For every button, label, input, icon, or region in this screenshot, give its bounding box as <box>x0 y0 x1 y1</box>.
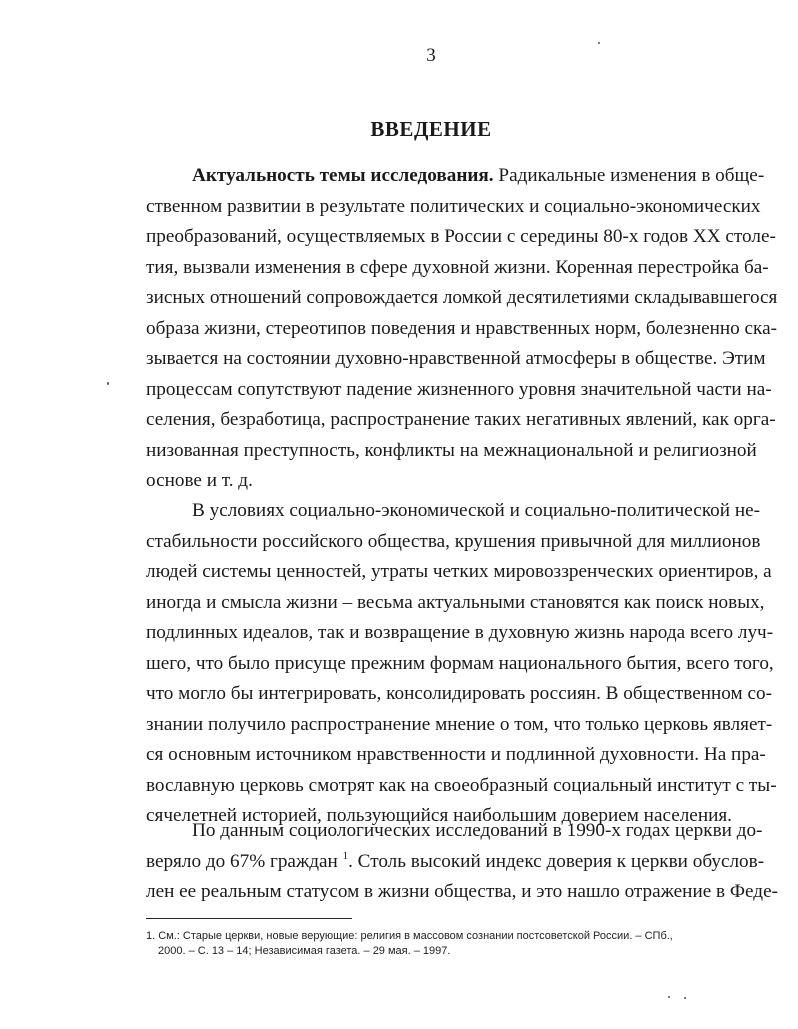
paragraph-line: лен ее реальным статусом в жизни общества, и это нашло отражение в Феде- <box>146 881 778 902</box>
paragraph-line: вославную церковь смотрят как на своеобразный социальный институт с ты- <box>146 774 777 796</box>
paragraph-line: зывается на состоянии духовно-нравственной атмосферы в обществе. Этим <box>146 348 766 369</box>
paragraph-line: преобразований, осуществляемых в России с середины 80-х годов XX столе- <box>146 226 776 247</box>
paragraph-line: В условиях социально-экономической и социально-политической не- <box>192 500 760 521</box>
paragraph-line: образа жизни, стереотипов поведения и нравственных норм, болезненно ска- <box>146 317 777 339</box>
paragraph-text: веряло до 67% граждан <box>146 850 343 872</box>
paragraph-line: ся основным источником нравственности и подлинной духовности. На пра- <box>146 744 766 765</box>
footnote <box>146 929 728 959</box>
paragraph-line: тия, вызвали изменения в сфере духовной жизни. Коренная перестройка ба- <box>146 256 769 278</box>
page-title: ВВЕДЕНИЕ <box>370 117 492 141</box>
paragraph-line <box>146 161 765 192</box>
paragraph-line: процессам сопутствуют падение жизненного уровня значительной части на- <box>146 378 772 400</box>
paragraph-statistics <box>146 816 778 908</box>
footnote-line: 1. См.: Старые церкви, новые верующие: религия в массовом сознании постсоветской России. – СПб., <box>146 930 673 942</box>
paragraph-line: знании получило распространение мнение о том, что только церковь являет- <box>146 713 773 735</box>
scan-speck <box>668 996 670 998</box>
paragraph-line: сячелетней историей, пользующийся наибольшим доверием населения. <box>146 805 732 826</box>
paragraph-line: шего, что было присуще прежним формам национального бытия, всего того, <box>146 652 774 674</box>
paragraph-line: иногда и смысла жизни – весьма актуальными становятся как поиск новых, <box>146 591 765 613</box>
section-lead: Актуальность темы исследования. <box>192 165 494 186</box>
footnote-reference: 1 <box>342 849 349 862</box>
scan-speck <box>107 382 109 385</box>
paragraph-line: что могло бы интегрировать, консолидировать россиян. В общественном со- <box>146 683 772 704</box>
paragraph-text: . Столь высокий индекс доверия к церкви обуслов- <box>348 850 765 872</box>
paragraph-line: ственном развитии в результате политических и социально-экономических <box>146 195 761 217</box>
scan-speck <box>598 42 600 44</box>
scan-speck <box>684 997 686 999</box>
footnote-separator <box>146 918 352 919</box>
paragraph-line: зисных отношений сопровождается ломкой десятилетиями складывавшегося <box>146 287 778 308</box>
paragraph-line: селения, безработица, распространение таких негативных явлений, как орга- <box>146 409 776 430</box>
paragraph-relevance <box>146 161 778 497</box>
paragraph-line: людей системы ценностей, утраты четких мировоззренческих ориентиров, а <box>146 561 772 582</box>
paragraph-line: По данным социологических исследований в 1990-х годах церкви до- <box>192 820 763 841</box>
page-number: 3 <box>426 45 436 66</box>
paragraph-line: основе и т. д. <box>146 470 253 491</box>
paragraph-line <box>146 847 765 878</box>
paragraph-line: стабильности российского общества, крушения привычной для миллионов <box>146 530 761 552</box>
paragraph-line: низованная преступность, конфликты на межнациональной и религиозной <box>146 439 757 461</box>
footnote-line: 2000. – С. 13 – 14; Независимая газета. – 29 мая. – 1997. <box>158 945 451 957</box>
paragraph-context <box>146 496 777 832</box>
paragraph-line: подлинных идеалов, так и возвращение в духовную жизнь народа всего луч- <box>146 622 774 643</box>
paragraph-text: Радикальные изменения в обще- <box>493 165 765 186</box>
